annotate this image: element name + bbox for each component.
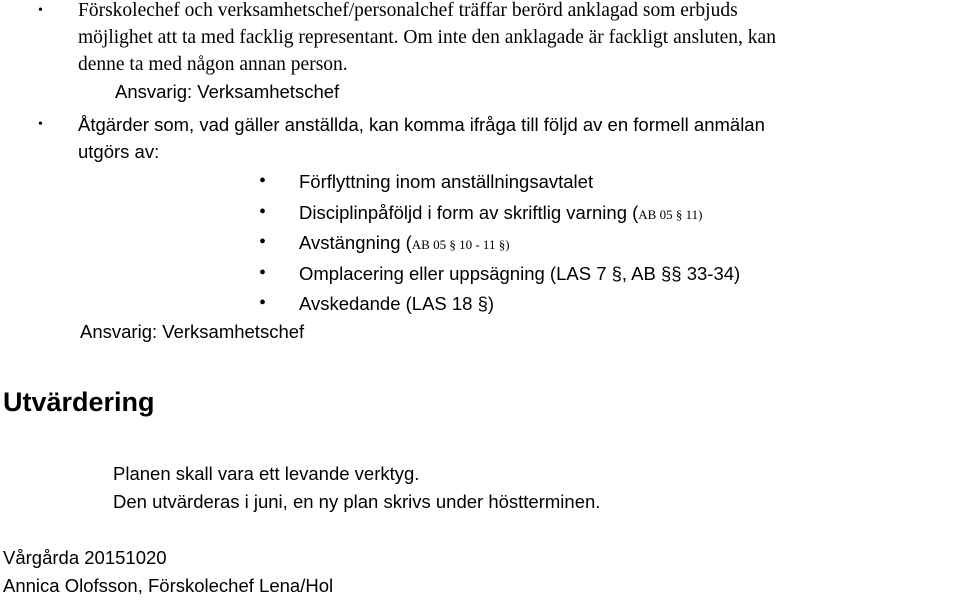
sub-bullet-small: AB 05 § 10 - 11 §) (411, 237, 510, 252)
sub-bullet-dot: • (259, 231, 267, 253)
bullet-text-line: möjlighet att ta med facklig representant. Om inte den anklagade är fackligt ansluten, kan (78, 27, 776, 48)
responsible-label: Ansvarig: Verksamhetschef (115, 81, 340, 102)
sub-bullet-dot: • (259, 292, 267, 314)
bullet-text-line: Förskolechef och verksamhetschef/personalchef träffar berörd anklagad som erbjuds (78, 0, 738, 21)
sub-bullet-text (299, 199, 702, 228)
bullet-dot: • (38, 117, 43, 132)
bullet-text-line: utgörs av: (78, 141, 160, 162)
sub-bullet-dot: • (259, 170, 267, 192)
sub-bullet-text: Omplacering eller uppsägning (LAS 7 §, AB §§ 33-34) (299, 263, 741, 284)
footer-signature: Annica Olofsson, Förskolechef Lena/Hol (3, 575, 334, 596)
sub-bullet-small: AB 05 § 11) (638, 207, 703, 222)
sub-bullet-text (299, 229, 510, 258)
section-heading: Utvärdering (3, 387, 155, 417)
sub-bullet-dot: • (259, 262, 267, 284)
sub-bullet-text: Avskedande (LAS 18 §) (299, 293, 495, 314)
sub-bullet-main: Avstängning ( (299, 232, 412, 253)
sub-bullet-text: Förflyttning inom anställningsavtalet (299, 171, 594, 192)
responsible-label: Ansvarig: Verksamhetschef (80, 321, 305, 342)
bullet-text-line: denne ta med någon annan person. (78, 54, 348, 75)
evaluation-line: Planen skall vara ett levande verktyg. (113, 463, 420, 484)
footer-date: Vårgårda 20151020 (3, 547, 167, 568)
bullet-dot: • (38, 3, 43, 18)
sub-bullet-main: Disciplinpåföljd i form av skriftlig varning ( (299, 202, 639, 223)
bullet-text-line: Åtgärder som, vad gäller anställda, kan komma ifråga till följd av en formell anmälan (78, 114, 765, 135)
evaluation-line: Den utvärderas i juni, en ny plan skrivs under höstterminen. (113, 491, 601, 512)
sub-bullet-dot: • (259, 201, 267, 223)
